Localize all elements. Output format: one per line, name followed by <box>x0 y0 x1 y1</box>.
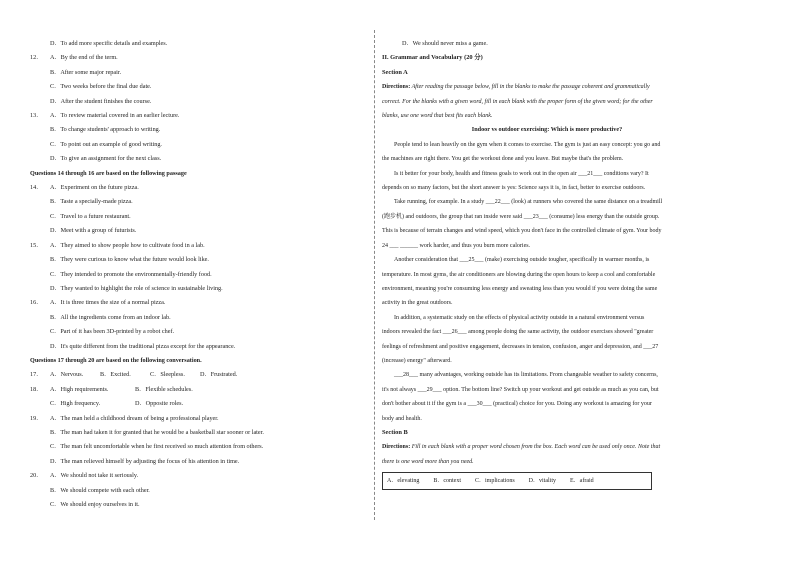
section-heading: II. Grammar and Vocabulary (20 分) <box>382 54 483 62</box>
question-item <box>30 109 360 123</box>
question-number: 17． <box>30 371 43 379</box>
word-box-item: E．afraid <box>570 478 594 485</box>
answer-option: D．Opposite roles. <box>135 400 184 408</box>
answer-option: B．To change students' approach to writing. <box>50 126 161 134</box>
answer-option: B．Taste a specially-made pizza. <box>50 198 133 206</box>
paragraph-1: People tend to lean heavily on the gym when it comes to exercise. The gym is just an easy concept: you go and the machines are right there. You get the workout done and you leave. But maybe that's the problem. <box>382 141 661 163</box>
answer-option: C．Two weeks before the final due date. <box>50 83 152 91</box>
question-number: 18． <box>30 385 43 393</box>
answer-option: A．By the end of the term. <box>50 54 118 62</box>
word-box-item: C．implications <box>475 478 515 485</box>
answer-option: D．Meet with a group of futurists. <box>50 227 137 235</box>
paragraph-4: Another consideration that ___25___ (make) exercising outside tougher, specifically in warmer months, is temperature. In most gyms, the air conditioners are blowing during the open hours to keep a cool and comfortable environment, meaning you're consuming less energy and sweating less than you would if you were doing the same activity in the great outdoors. <box>382 257 658 307</box>
answer-option: B．After some major repair. <box>50 68 122 76</box>
answer-option: A．The man held a childhood dream of being a professional player. <box>50 414 219 422</box>
question-item <box>30 296 360 310</box>
question-number: 20． <box>30 472 43 480</box>
answer-option: D．It's quite different from the traditional pizza except for the appearance. <box>50 342 236 350</box>
question-number: 14． <box>30 184 43 192</box>
question-number: 16． <box>30 299 43 307</box>
answer-option: C．To point out an example of good writing. <box>50 140 162 148</box>
answer-option: C．They intended to promote the environmentally-friendly food. <box>50 270 212 278</box>
passage-title: Indoor vs outdoor exercising: Which is more productive? <box>471 126 623 134</box>
question-number: 12． <box>30 54 43 62</box>
question-group-header: Questions 17 through 20 are based on the following conversation. <box>30 356 202 364</box>
question-item <box>30 469 360 483</box>
question-number: 15． <box>30 241 43 249</box>
answer-option: A．It is three times the size of a normal pizza. <box>50 299 166 307</box>
paragraph-2: Is it better for your body, health and fitness goals to work out in the open air ___21___ conditions vary? It depends on so many factors, but the short answer is yes: Science says it is, in fact, better to exercise outdoors. <box>382 170 649 192</box>
answer-option: B．We should compete with each other. <box>50 486 150 494</box>
directions-a-label: Directions: <box>382 84 411 91</box>
answer-option: B．Excited. <box>100 371 131 379</box>
question-20-option-d: D．We should never miss a game. <box>402 40 488 47</box>
question-item <box>30 412 360 426</box>
answer-option: C．The man felt uncomfortable when he first received so much attention from others. <box>50 443 264 451</box>
directions-b-label: Directions: <box>382 444 411 451</box>
question-item <box>30 383 360 397</box>
question-group-header: Questions 14 through 16 are based on the following passage <box>30 169 187 177</box>
left-column <box>30 37 360 512</box>
answer-option: D．The man relieved himself by adjusting the focus of his attention in time. <box>50 457 240 465</box>
answer-option: C．Part of it has been 3D-printed by a robot chef. <box>50 328 175 336</box>
word-box-item: D．vitality <box>528 478 557 485</box>
question-item <box>30 51 360 65</box>
directions-a: Directions: After reading the passage below, fill in the blanks to make the passage coherent and grammatically correct. For the blanks with a given word, fill in each blank with the proper form of the given word; for the other blanks, use one word that best fits each blank. <box>382 84 653 120</box>
question-item <box>30 239 360 253</box>
directions-b: Directions: Fill in each blank with a proper word chosen from the box. Each word can be used only once. Note that there is one word more than you need. <box>382 444 661 465</box>
answer-option: D．They wanted to highlight the role of science in sustainable living. <box>50 284 223 292</box>
answer-option: C．Travel to a future restaurant. <box>50 212 131 220</box>
answer-option: B．All the ingredients come from an indoor lab. <box>50 313 171 321</box>
word-box-item: A．elevating <box>387 478 420 485</box>
paragraph-3: Take running, for example. In a study ___22___ (look) at runners who covered the same distance on a treadmill (跑步机) and outdoors, the group that ran inside were said ___23___ (consume) less energy than the outside group. This is because of terrain changes and wind speed, which you don't face in the controlled climate of gym. Your body 24 ___ ______ work harder, and thus you burn more calories. <box>382 199 663 249</box>
answer-option: D．To give an assignment for the next class. <box>50 155 162 163</box>
answer-option: D．After the student finishes the course. <box>50 97 152 105</box>
answer-option: C．We should enjoy ourselves in it. <box>50 501 140 508</box>
right-column <box>382 37 712 490</box>
answer-option: B．The man had taken it for granted that he would be a basketball star sooner or later. <box>50 428 264 436</box>
word-box <box>382 472 652 490</box>
question-item <box>30 368 360 382</box>
answer-option: B．Flexible schedules. <box>135 385 193 393</box>
paragraph-5: In addition, a systematic study on the effects of physical activity outside in a natural environment versus indoors revealed the fact ___26___ among people doing the same activity, the outdoor exercises showed "greater feelings of refreshment and positive engagement, decreases in tension, confusion, anger and depression, and ___27 (increase) energy" afterward. <box>382 314 659 364</box>
question-number: 19． <box>30 414 43 422</box>
section-b-title: Section B <box>382 428 408 436</box>
word-box-item: B．context <box>433 478 461 485</box>
answer-option: D．To add more specific details and examples. <box>50 40 168 47</box>
answer-option: A．We should not take it seriously. <box>50 472 139 480</box>
answer-option: B．They were curious to know what the future would look like. <box>50 256 209 264</box>
question-item <box>30 181 360 195</box>
question-number: 13． <box>30 112 43 120</box>
answer-option: A．High requirements. <box>50 385 109 393</box>
answer-option: A．They aimed to show people how to cultivate food in a lab. <box>50 241 205 249</box>
answer-option: D．Frustrated. <box>200 371 238 379</box>
column-divider <box>374 30 375 520</box>
answer-option: A．To review material covered in an earlier lecture. <box>50 112 180 120</box>
answer-option: C．Sleepless. <box>150 371 185 379</box>
answer-option: A．Nervous. <box>50 371 84 379</box>
paragraph-6: ___28___ many advantages, working outside has its limitations. From changeable weather to safety concerns, it's not always ___29___ option. The bottom line? Switch up your workout and get outside as much as you can, but don't bother about it if the gym is a ___30___ (practical) choice for you. Doing any workout is amazing for your body and health. <box>382 372 659 422</box>
section-a-title: Section A <box>382 68 408 76</box>
answer-option: C．High frequency. <box>50 400 101 408</box>
answer-option: A．Experiment on the future pizza. <box>50 184 139 192</box>
question-item <box>30 397 360 411</box>
